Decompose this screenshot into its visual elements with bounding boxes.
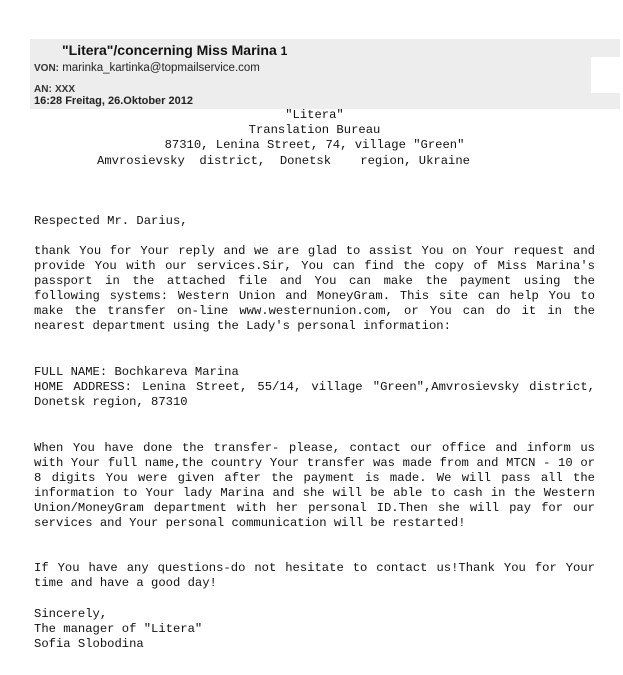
company-name: "Litera" bbox=[285, 108, 344, 122]
subject-text: "Litera"/concerning Miss Marina bbox=[62, 42, 277, 58]
to-row bbox=[34, 83, 75, 95]
to-label: AN: bbox=[34, 84, 52, 95]
to-address: XXX bbox=[54, 84, 75, 95]
from-row bbox=[34, 62, 260, 74]
email-date: 16:28 Freitag, 26.Oktober 2012 bbox=[34, 95, 193, 107]
letter-heading bbox=[34, 108, 595, 153]
bureau-name: Translation Bureau bbox=[248, 123, 381, 138]
signature-title: The manager of "Litera" bbox=[34, 622, 203, 636]
closing: Sincerely, bbox=[34, 607, 108, 621]
full-name: FULL NAME: Bochkareva Marina bbox=[34, 365, 239, 379]
paragraph-questions: If You have any questions-do not hesitate to contact us!Thank You for Your time and have a good day! bbox=[34, 561, 595, 591]
email-subject bbox=[62, 42, 287, 58]
home-address: HOME ADDRESS: Lenina Street, 55/14, village "Green",Amvrosievsky district, Donetsk region, 87310 bbox=[34, 380, 595, 410]
from-address[interactable]: marinka_kartinka@topmailservice.com bbox=[62, 62, 260, 74]
address-line-2: Amvrosievsky district, Donetsk region, Ukraine bbox=[97, 154, 470, 168]
greeting: Respected Mr. Darius, bbox=[34, 214, 188, 228]
header-panel bbox=[591, 57, 623, 93]
signature-name: Sofia Slobodina bbox=[34, 637, 144, 651]
from-label: VON: bbox=[34, 63, 59, 74]
address-line-1: 87310, Lenina Street, 74, village "Green" bbox=[164, 138, 465, 153]
paragraph-payment: thank You for Your reply and we are glad to assist You on Your request and provide You with our services.Sir, You can find the copy of Miss Marina's passport in the attached file and You can make the payment using the following systems: Western Union and MoneyGram. This site can help You to make the transfer on-line www.westernunion.com, or You can do it in the nearest department using the Lady's personal information: bbox=[34, 244, 595, 334]
subject-count: 1 bbox=[280, 44, 288, 58]
paragraph-transfer: When You have done the transfer- please, contact our office and inform us with Your full name,the country Your transfer was made from and MTCN - 10 or 8 digits You were given after the payment is made. We will pass all the information to Your lady Marina and she will be able to cash in the Western Union/MoneyGram department with her personal ID.Then she will pay for our services and Your personal communication will be restarted! bbox=[34, 441, 595, 531]
